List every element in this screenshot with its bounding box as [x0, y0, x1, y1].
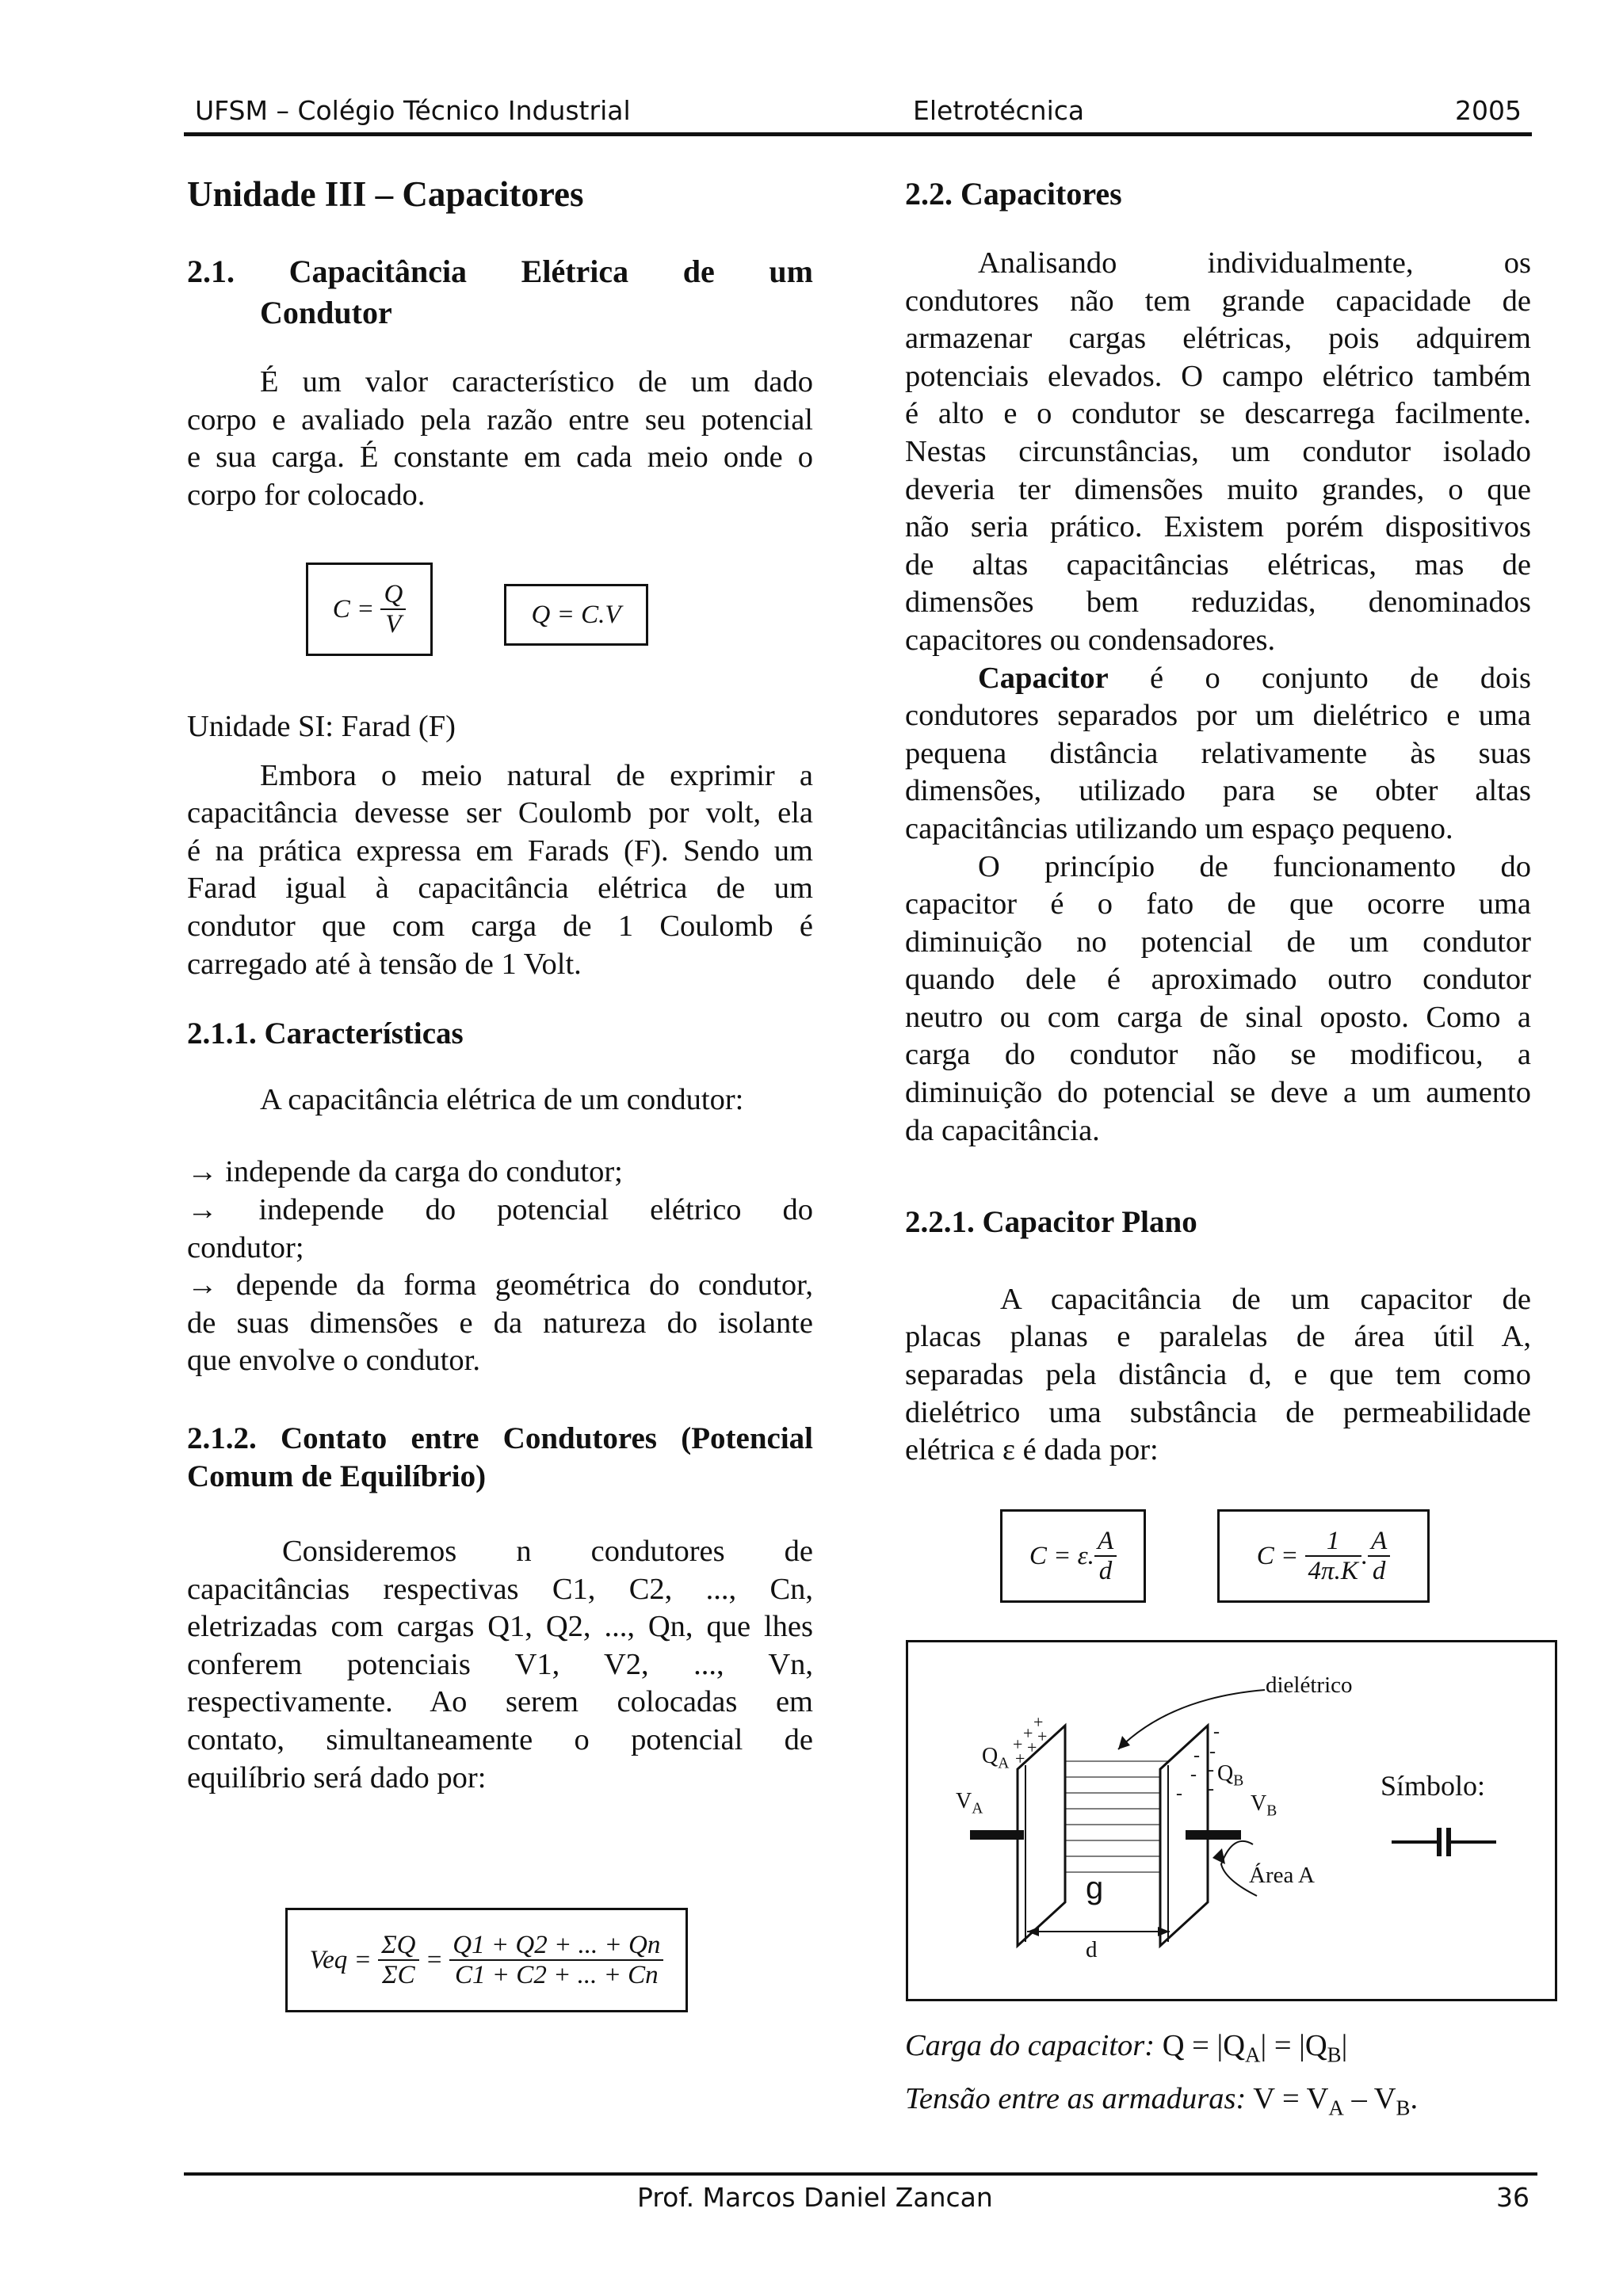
footer-page: 36	[1496, 2182, 1529, 2213]
si-unit: Unidade SI: Farad (F)	[187, 710, 456, 743]
dielectric-label: dielétrico	[1266, 1672, 1353, 1698]
svg-text:-: -	[1208, 1779, 1214, 1799]
qa-label: $Q_A$	[982, 1744, 1010, 1772]
char-list: → independe da carga do condutor; → independe do potencial elétrico do condutor; → depende da forma geométrica do condutor, de suas dimensões e da natureza do isolante que envolve o condutor.	[187, 1155, 813, 1378]
section-2-1-2-title: 2.1.2. Contato entre Condutores (Potencial Comum de Equilíbrio)	[187, 1421, 813, 1493]
svg-text:+: +	[1027, 1737, 1037, 1757]
para-plane-capacitor: A capacitância de um capacitor de placas planas e paralelas de área útil A, separadas pela distância d, e que tem como dielétrico uma substância de permeabilidade elétrica ε é dada por:	[905, 1282, 1531, 1467]
para-capacitor-def: Capacitor é o conjunto de dois condutores separados por um dielétrico e uma pequena distância relativamente às suas dimensões, utilizado para se obter altas capacitâncias utilizando um espaço pequeno.	[905, 661, 1531, 845]
section-2-1-title: 2.1. Capacitância Elétrica de um	[187, 254, 813, 289]
capacitor-symbol-icon	[1392, 1828, 1496, 1856]
section-2-2-1-title: 2.2.1. Capacitor Plano	[905, 1205, 1197, 1240]
unit-title: Unidade III – Capacitores	[187, 174, 584, 214]
left-column	[187, 170, 813, 514]
section-2-2-title: 2.2. Capacitores	[905, 176, 1122, 212]
header-rule	[184, 132, 1532, 136]
section-2-1-1-title: 2.1.1. Características	[187, 1016, 464, 1051]
capacitor-bold-term: Capacitor	[978, 661, 1109, 695]
svg-text:+: +	[1033, 1712, 1044, 1732]
header-right: 2005	[1455, 95, 1522, 126]
formula-equilibrium-box: Veq = $\frac{\Sigma Q}{\Sigma C}$ = $\frac{Q1 + Q2 + ... + Qn}{C1 + C2 + ... + Cn}$	[285, 1908, 688, 2012]
formula-capacitance-lhs: C =	[332, 594, 375, 624]
list-item: → depende da forma geométrica do condutor,	[187, 1268, 813, 1302]
footer-rule	[184, 2172, 1537, 2176]
d-label: d	[1086, 1937, 1098, 1962]
para-principle: O princípio de funcionamento do capacitor é o fato de que ocorre uma diminuição no potencial de um condutor quando dele é aproximado outro condutor neutro ou com carga de sinal oposto. Como a carga do condutor não se modificou, a diminuição do potencial se deve a um aumento da capacitância.	[905, 849, 1531, 1147]
para-contact: Consideremos n condutores de capacitâncias respectivas C1, C2, ..., Cn, eletrizadas com cargas Q1, Q2, ..., Qn, que lhes conferem potenciais V1, V2, ..., Vn, respectivamente. Ao serem colocadas em contato, simultaneamente o potencial de equilíbrio será dado por:	[187, 1535, 813, 1794]
svg-text:+: +	[1037, 1726, 1048, 1746]
symbol-label: Símbolo:	[1381, 1770, 1486, 1802]
svg-text:+: +	[1015, 1749, 1025, 1768]
formula-capacitance-num: Q	[380, 580, 406, 610]
g-label: g	[1086, 1871, 1104, 1905]
header-center: Eletrotécnica	[913, 95, 1085, 126]
qb-label: $Q_B$	[1217, 1761, 1244, 1790]
svg-text:-: -	[1213, 1722, 1220, 1742]
capacitor-diagram-svg	[908, 1642, 1555, 1999]
svg-text:+: +	[1023, 1723, 1033, 1743]
capacitor-diagram	[906, 1640, 1557, 2001]
section-2-1-title-line2: Condutor	[260, 295, 392, 330]
footer-author: Prof. Marcos Daniel Zancan	[637, 2182, 993, 2213]
list-item: → independe do potencial elétrico do	[187, 1192, 813, 1226]
va-label: $V_A$	[956, 1789, 983, 1817]
left-column-2	[187, 708, 813, 1797]
formula-capacitance-box	[306, 563, 433, 656]
area-label: Área A	[1249, 1863, 1315, 1888]
para-farad: Embora o meio natural de exprimir a capacitância devesse ser Coulomb por volt, ela é na prática expressa em Farads (F). Sendo um Farad igual à capacitância elétrica de um condutor que com carga de 1 Coulomb é carregado até à tensão de 1 Volt.	[187, 758, 813, 981]
svg-text:-: -	[1193, 1745, 1200, 1766]
svg-text:-: -	[1208, 1760, 1214, 1780]
formula-plane-box: C = ε. $\frac{A}{d}$	[1000, 1509, 1146, 1603]
list-item: → independe da carga do condutor;	[187, 1155, 623, 1189]
svg-text:-: -	[1209, 1741, 1216, 1762]
formula-charge-box: Q = C.V	[504, 584, 648, 646]
char-intro: A capacitância elétrica de um condutor:	[260, 1082, 744, 1116]
svg-text:-: -	[1190, 1764, 1197, 1785]
header-left: UFSM – Colégio Técnico Industrial	[195, 95, 631, 126]
formula-capacitance-den: V	[385, 610, 402, 639]
charge-line: Carga do capacitor: $Q = |Q_A| = |Q_B|$	[905, 2029, 1348, 2067]
formula-eq-lhs: Veq =	[309, 1945, 372, 1974]
vb-label: $V_B$	[1251, 1791, 1277, 1820]
voltage-line: Tensão entre as armaduras: $V = V_A - V_B$.	[905, 2082, 1419, 2120]
formula-plane-k-box: C = $\frac{1}{4\pi.K}$ . $\frac{A}{d}$	[1217, 1509, 1430, 1603]
right-column	[905, 170, 1531, 1470]
para-definition: É um valor característico de um dado corpo e avaliado pela razão entre seu potencial e sua carga. É constante em cada meio onde o corpo for colocado.	[187, 365, 813, 512]
para-capacitors-intro: Analisando individualmente, os condutores não tem grande capacidade de armazenar cargas elétricas, pois adquirem potenciais elevados. O campo elétrico também é alto e o condutor se descarrega facilmente. Nestas circunstâncias, um condutor isolado deveria ter dimensões muito grandes, o que não seria prático. Existem porém dispositivos de altas capacitâncias elétricas, mas de dimensões bem reduzidas, denominados capacitores ou condensadores.	[905, 246, 1531, 657]
svg-text:-: -	[1176, 1783, 1182, 1804]
svg-text:+: +	[1013, 1734, 1023, 1754]
